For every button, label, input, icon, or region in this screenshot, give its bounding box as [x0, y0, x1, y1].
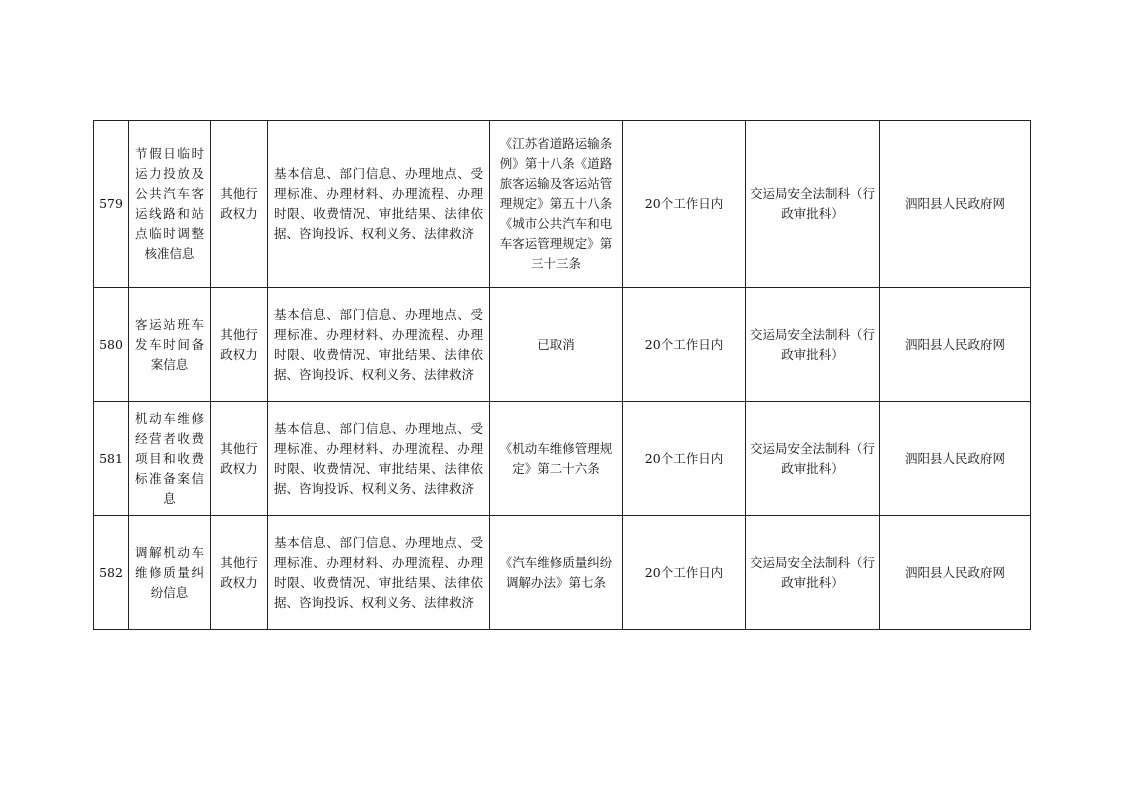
item-category: 其他行政权力: [211, 516, 268, 630]
row-number: 581: [94, 402, 129, 516]
item-category: 其他行政权力: [211, 402, 268, 516]
disclosure-channel: 泗阳县人民政府网: [880, 516, 1031, 630]
disclosure-channel: 泗阳县人民政府网: [880, 402, 1031, 516]
responsible-department: 交运局安全法制科（行政审批科）: [746, 121, 880, 288]
records-table: [93, 120, 1031, 630]
time-limit: 20个工作日内: [623, 121, 746, 288]
time-limit: 20个工作日内: [623, 516, 746, 630]
time-limit: 20个工作日内: [623, 288, 746, 402]
legal-basis: 《汽车维修质量纠纷调解办法》第七条: [490, 516, 623, 630]
item-name: 调解机动车维修质量纠纷信息: [129, 516, 211, 630]
disclosure-content: 基本信息、部门信息、办理地点、受理标准、办理材料、办理流程、办理时限、收费情况、审批结果、法律依据、咨询投诉、权利义务、法律救济: [268, 402, 490, 516]
disclosure-channel: 泗阳县人民政府网: [880, 121, 1031, 288]
item-name: 机动车维修经营者收费项目和收费标准备案信息: [129, 402, 211, 516]
disclosure-content: 基本信息、部门信息、办理地点、受理标准、办理材料、办理流程、办理时限、收费情况、审批结果、法律依据、咨询投诉、权利义务、法律救济: [268, 288, 490, 402]
legal-basis: 《机动车维修管理规定》第二十六条: [490, 402, 623, 516]
table-row: [94, 121, 1031, 288]
responsible-department: 交运局安全法制科（行政审批科）: [746, 402, 880, 516]
row-number: 582: [94, 516, 129, 630]
item-name: 客运站班车发车时间备案信息: [129, 288, 211, 402]
disclosure-content: 基本信息、部门信息、办理地点、受理标准、办理材料、办理流程、办理时限、收费情况、审批结果、法律依据、咨询投诉、权利义务、法律救济: [268, 121, 490, 288]
table-row: [94, 402, 1031, 516]
responsible-department: 交运局安全法制科（行政审批科）: [746, 516, 880, 630]
responsible-department: 交运局安全法制科（行政审批科）: [746, 288, 880, 402]
table-row: [94, 516, 1031, 630]
item-name: 节假日临时运力投放及公共汽车客运线路和站点临时调整核准信息: [129, 121, 211, 288]
disclosure-content: 基本信息、部门信息、办理地点、受理标准、办理材料、办理流程、办理时限、收费情况、审批结果、法律依据、咨询投诉、权利义务、法律救济: [268, 516, 490, 630]
row-number: 580: [94, 288, 129, 402]
item-category: 其他行政权力: [211, 121, 268, 288]
disclosure-channel: 泗阳县人民政府网: [880, 288, 1031, 402]
time-limit: 20个工作日内: [623, 402, 746, 516]
table-row: [94, 288, 1031, 402]
item-category: 其他行政权力: [211, 288, 268, 402]
legal-basis: 已取消: [490, 288, 623, 402]
row-number: 579: [94, 121, 129, 288]
legal-basis: 《江苏省道路运输条例》第十八条《道路旅客运输及客运站管理规定》第五十八条《城市公共汽车和电车客运管理规定》第三十三条: [490, 121, 623, 288]
